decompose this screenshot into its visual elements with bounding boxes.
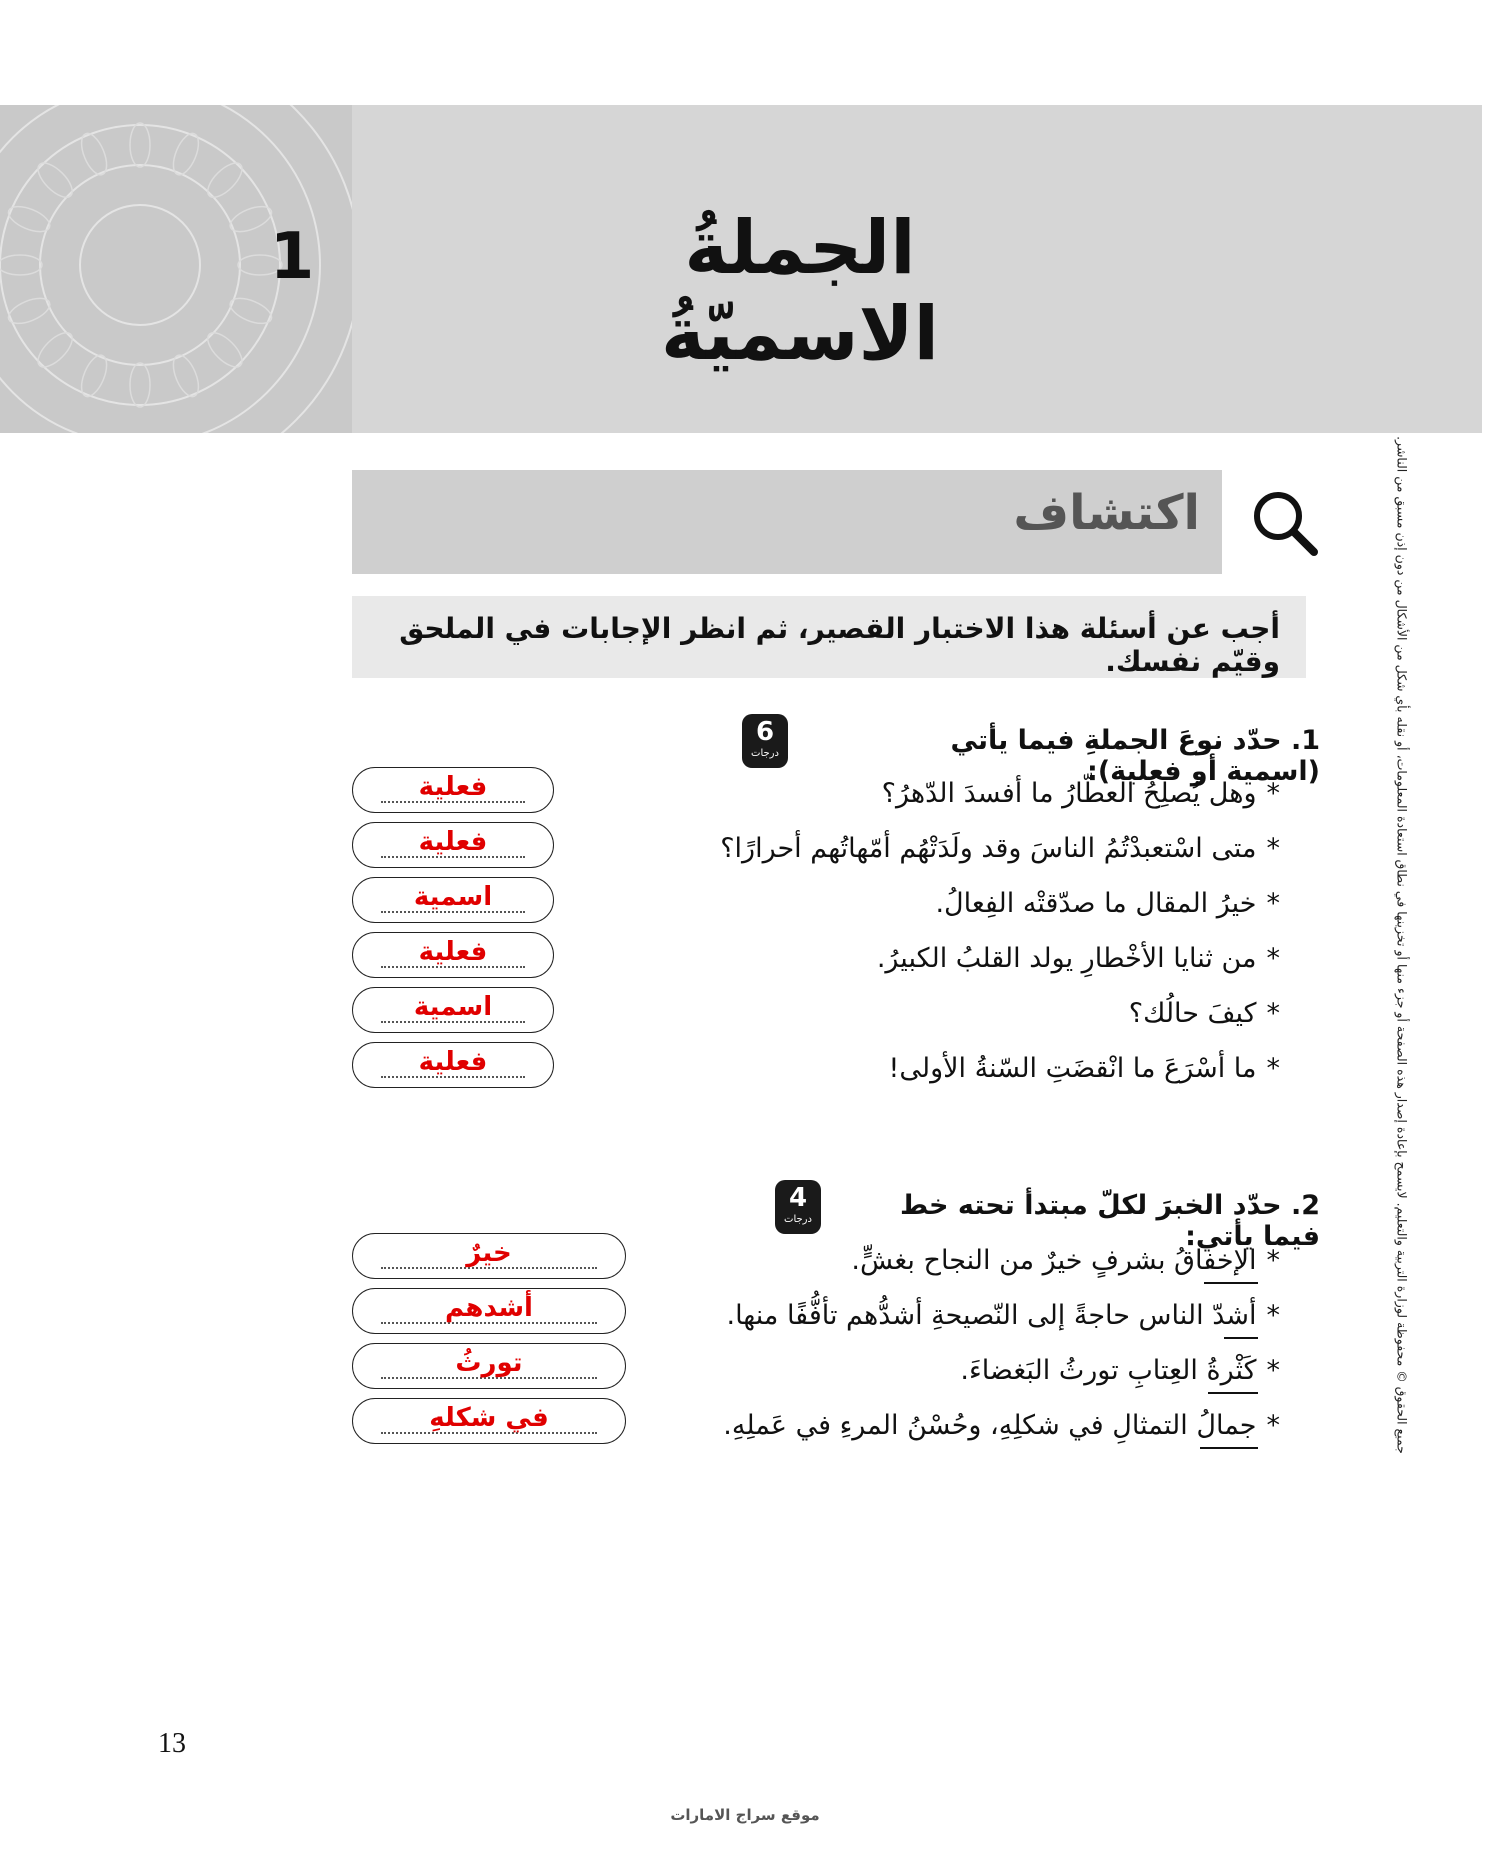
answer-field[interactable] bbox=[352, 1398, 626, 1444]
list-item: *الإخفاقُ بشرفٍ خيرٌ من النجاح بغشٍّ. bbox=[851, 1245, 1280, 1276]
page-number: 13 bbox=[158, 1728, 186, 1759]
answer-field[interactable] bbox=[352, 1042, 554, 1088]
answer-field[interactable] bbox=[352, 1233, 626, 1279]
answer-text: فعلية bbox=[418, 1047, 488, 1077]
subject-underline bbox=[1204, 1282, 1258, 1284]
sentence-text: كَثْرةُ العِتابِ تورثُ البَغضاءَ. bbox=[960, 1355, 1257, 1386]
answer-field[interactable] bbox=[352, 1288, 626, 1334]
answer-text: تورثُ bbox=[455, 1348, 523, 1378]
answer-text: فعلية bbox=[418, 827, 488, 857]
list-item: *أشدّ الناس حاجةً إلى النّصيحةِ أشدُّهم تأفُّفًا منها. bbox=[726, 1300, 1280, 1331]
list-item: *خيرُ المقال ما صدّقتْه الفِعالُ. bbox=[935, 888, 1280, 919]
marks-unit: درجات bbox=[784, 1214, 812, 1225]
question2-marks-badge bbox=[775, 1180, 821, 1234]
list-item: *متى اسْتعبدْتُمُ الناسَ وقد ولَدَتْهُم أمّهاتُهم أحرارًا؟ bbox=[720, 833, 1280, 864]
sentence-text: جمالُ التمثالِ في شكلِهِ، وحُسْنُ المرءِ في عَملِهِ. bbox=[723, 1410, 1257, 1441]
sentence-text: من ثنايا الأخْطارِ يولد القلبُ الكبيرُ. bbox=[876, 943, 1257, 974]
subject-underline bbox=[1208, 1392, 1258, 1394]
sentence-text: الإخفاقُ بشرفٍ خيرٌ من النجاح بغشٍّ. bbox=[851, 1245, 1257, 1276]
answer-text: اسمية bbox=[413, 882, 493, 912]
instruction-text: أجب عن أسئلة هذا الاختبار القصير، ثم انظر الإجابات في الملحق وقيّم نفسك. bbox=[399, 612, 1280, 678]
magnifier-icon bbox=[1250, 488, 1320, 558]
answer-text: في شكلهِ bbox=[429, 1403, 549, 1433]
marks-value: 6 bbox=[755, 717, 775, 747]
answer-field[interactable] bbox=[352, 1343, 626, 1389]
sentence-text: وهل يُصلِحُ العطّارُ ما أفسدَ الدّهرُ؟ bbox=[881, 778, 1257, 809]
answer-field[interactable] bbox=[352, 877, 554, 923]
answer-text: فعلية bbox=[418, 937, 488, 967]
list-item: *جمالُ التمثالِ في شكلِهِ، وحُسْنُ المرءِ في عَملِهِ. bbox=[723, 1410, 1280, 1441]
sentence-text: أشدّ الناس حاجةً إلى النّصيحةِ أشدُّهم تأفُّفًا منها. bbox=[726, 1300, 1257, 1331]
answer-field[interactable] bbox=[352, 767, 554, 813]
answer-text: اسمية bbox=[413, 992, 493, 1022]
answer-text: خيرٌ bbox=[466, 1238, 512, 1268]
list-item: *ما أسْرَعَ ما انْقضَتِ السّنةُ الأولى! bbox=[888, 1053, 1280, 1084]
subject-underline bbox=[1200, 1447, 1258, 1449]
copyright-notice bbox=[1388, 355, 1416, 1535]
answer-field[interactable] bbox=[352, 932, 554, 978]
question1-title: 1. حدّد نوعَ الجملةِ فيما يأتي (اسمية أو فعلية): bbox=[950, 725, 1320, 787]
sentence-text: متى اسْتعبدْتُمُ الناسَ وقد ولَدَتْهُم أمّهاتُهم أحرارًا؟ bbox=[720, 833, 1257, 864]
list-item: *وهل يُصلِحُ العطّارُ ما أفسدَ الدّهرُ؟ bbox=[881, 778, 1280, 809]
list-item: *كيفَ حالُك؟ bbox=[1128, 998, 1280, 1029]
sentence-text: ما أسْرَعَ ما انْقضَتِ السّنةُ الأولى! bbox=[888, 1053, 1257, 1084]
subject-underline bbox=[1224, 1337, 1258, 1339]
site-footer: موقع سراج الامارات bbox=[670, 1806, 820, 1824]
question2-title: 2. حدّد الخبرَ لكلّ مبتدأ تحته خط فيما يأتي: bbox=[900, 1190, 1320, 1252]
answer-text: فعلية bbox=[418, 772, 488, 802]
question1-marks-badge bbox=[742, 714, 788, 768]
marks-unit: درجات bbox=[751, 748, 779, 759]
lesson-number: 1 bbox=[269, 220, 315, 294]
lesson-title: الجملةُ الاسميّةُ bbox=[661, 205, 939, 377]
answer-text: أشدهم bbox=[445, 1293, 533, 1323]
sentence-text: خيرُ المقال ما صدّقتْه الفِعالُ. bbox=[935, 888, 1257, 919]
sentence-text: كيفَ حالُك؟ bbox=[1128, 998, 1257, 1029]
list-item: *كَثْرةُ العِتابِ تورثُ البَغضاءَ. bbox=[960, 1355, 1280, 1386]
marks-value: 4 bbox=[788, 1183, 808, 1213]
copyright-text: جميع الحقوق © محفوظة لوزارة التربية والتعليم. لايسمح بإعادة إصدار هذه الصفحة أو جزء منها أو تخزينها في نطاق استعادة المعلومات، أو نقله بأي شكل من الأشكال من دون إذن مسبق من الناشر. bbox=[1394, 436, 1410, 1454]
explore-label: اكتشاف bbox=[1013, 485, 1200, 541]
list-item: *من ثنايا الأخْطارِ يولد القلبُ الكبيرُ. bbox=[876, 943, 1280, 974]
answer-field[interactable] bbox=[352, 822, 554, 868]
answer-field[interactable] bbox=[352, 987, 554, 1033]
